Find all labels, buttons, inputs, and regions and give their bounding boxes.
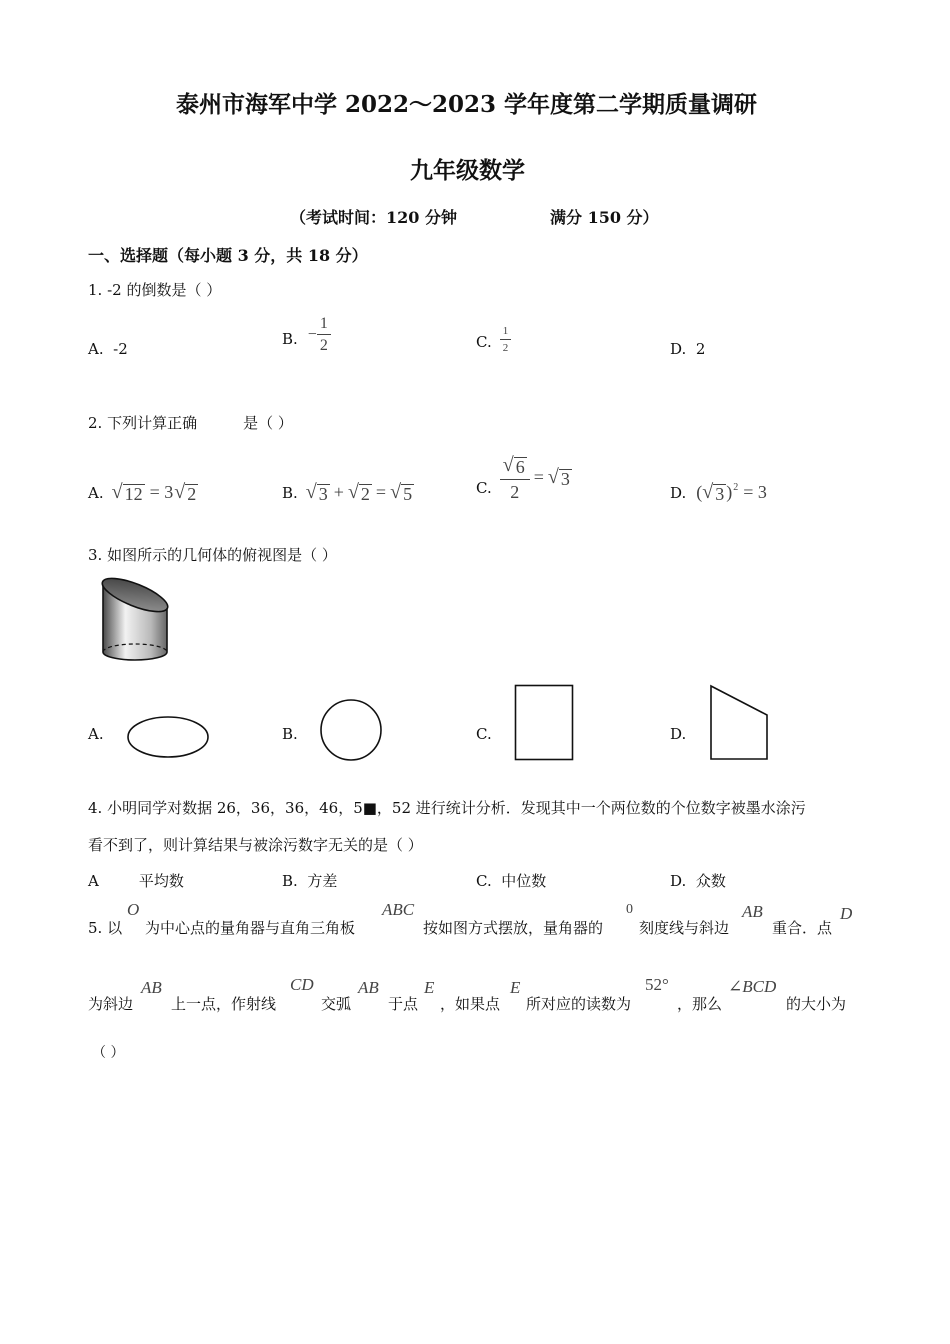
q4-stem-line2: 看不到了，则计算结果与被涂污数字无关的是（ ） [88,836,423,854]
q5-point-E-2: E [510,978,521,997]
q5-arc-AB: AB [358,978,379,997]
q4-stem-line1: 4. 小明同学对数据 26，36，36，46，5■，52 进行统计分析．发现其中一个两位数的个位数字被墨水涂污 [88,799,806,817]
exam-time: （考试时间：120 分钟 [290,208,457,227]
fraction-neg-half: $\frac{1}{2}$ [317,316,331,354]
q4-option-b: B. 方差 [282,872,338,890]
q3-option-d-label: D. [670,725,687,743]
section-heading: 一、选择题（每小题 3 分，共 18 分） [88,246,368,265]
q4-option-d: D. 众数 [670,872,726,890]
q4-option-c: C. 中位数 [476,872,547,890]
exam-title: 泰州市海军中学 2022～2023 学年度第二学期质量调研 [176,91,758,118]
slanted-cylinder-figure [98,574,178,666]
q3-option-a-ellipse [126,714,210,760]
q5-point-D: D [840,904,853,923]
q5-reading-52: 52° [645,975,669,994]
q2-option-c: C. √ 6 2 = √ 3 [476,454,570,502]
q5-stem-line1: 5. 以 [88,919,123,937]
q1-option-d: D. 2 [670,340,706,358]
q2-option-d: D. ( √ 3 ) $^2$ = 3 [670,481,767,504]
q3-option-d-trapezoid [709,684,771,762]
q1-stem: 1. -2 的倒数是（ ） [88,281,222,299]
q5-point-E-1: E [424,978,435,997]
q3-stem: 3. 如图所示的几何体的俯视图是（ ） [88,546,337,564]
subject-title: 九年级数学 [410,157,525,184]
q3-option-b-circle [319,699,383,763]
q3-option-b-label: B. [282,725,298,743]
q2-option-b: B. √ 3 + √ 2 = √ 5 [282,481,413,504]
q1-option-a: A. -2 [88,340,128,358]
q5-zero-mark: 0 [626,902,633,917]
q2-option-a: A. √ 12 = 3 √ 2 [88,481,197,504]
q4-option-a: A 平均数 [88,872,184,890]
q5-answer-parens: （ ） [92,1045,125,1061]
q2-stem: 2. 下列计算正确 是（ ） [88,414,293,432]
full-score: 满分 150 分） [550,208,659,227]
q5-triangle-ABC: ABC [382,900,415,919]
q1-option-c: C. $\frac{1}{2}$ [476,326,511,354]
q5-side-AB-1: AB [742,902,763,921]
q3-option-c-label: C. [476,725,492,743]
q5-point-O: O [127,900,140,919]
fraction-half: $\frac{1}{2}$ [500,326,512,354]
q1-option-b: B. − $\frac{1}{2}$ [282,316,331,354]
q5-angle-BCD: ∠BCD [728,977,777,996]
q5-side-AB-2: AB [141,978,162,997]
q5-ray-CD: CD [290,975,314,994]
q3-option-c-rectangle [514,684,574,762]
q3-option-a-label: A. [88,725,104,743]
